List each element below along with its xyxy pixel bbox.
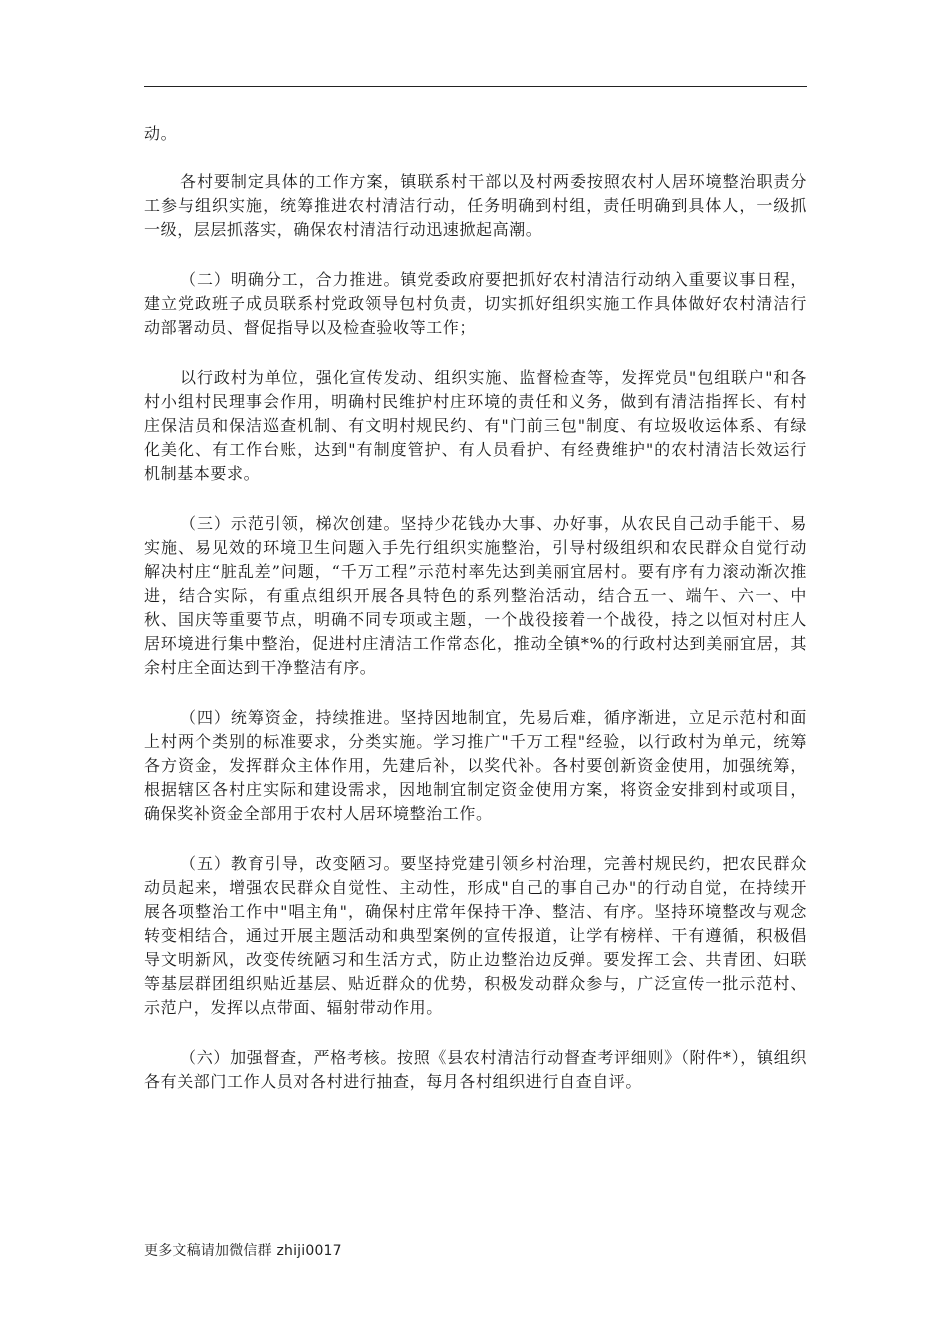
paragraph-section-3: （三）示范引领，梯次创建。坚持少花钱办大事、办好事，从农民自己动手能干、易实施、易见效的环境卫生问题入手先行组织实施整治，引导村级组织和农民群众自觉行动解决村庄“脏乱差”问题，“千万工程”示范村率先达到美丽宜居村。要有序有力滚动渐次推进，结合实际，有重点组织开展各具特色的系列整治活动，结合五一、端午、六一、中秋、国庆等重要节点，明确不同专项或主题，一个战役接着一个战役，持之以恒对村庄人居环境进行集中整治，促进村庄清洁工作常态化，推动全镇*%的行政村达到美丽宜居，其余村庄全面达到干净整洁有序。 bbox=[144, 514, 807, 677]
paragraph-section-6: （六）加强督查，严格考核。按照《县农村清洁行动督查考评细则》（附件*），镇组织各有关部门工作人员对各村进行抽查，每月各村组织进行自查自评。 bbox=[144, 1048, 807, 1091]
paragraph-continuation: 动。 bbox=[144, 124, 178, 143]
paragraph-section-4: （四）统筹资金，持续推进。坚持因地制宜，先易后难，循序渐进，立足示范村和面上村两个类别的标准要求，分类实施。学习推广"千万工程"经验，以行政村为单元，统筹各方资金，发挥群众主体作用，先建后补，以奖代补。各村要创新资金使用，加强统筹，根据辖区各村庄实际和建设需求，因地制宜制定资金使用方案，将资金安排到村或项目，确保奖补资金全部用于农村人居环境整治工作。 bbox=[144, 708, 807, 823]
header-rule bbox=[144, 86, 807, 87]
paragraph-village-unit: 以行政村为单位，强化宣传发动、组织实施、监督检查等，发挥党员"包组联户"和各村小组村民理事会作用，明确村民维护村庄环境的责任和义务，做到有清洁指挥长、有村庄保洁员和保洁巡查机制、有文明村规民约、有"门前三包"制度、有垃圾收运体系、有绿化美化、有工作台账，达到"有制度管护、有人员看护、有经费维护"的农村清洁长效运行机制基本要求。 bbox=[144, 368, 807, 483]
paragraph-section-2: （二）明确分工，合力推进。镇党委政府要把抓好农村清洁行动纳入重要议事日程，建立党政班子成员联系村党政领导包村负责，切实抓好组织实施工作具体做好农村清洁行动部署动员、督促指导以及检查验收等工作； bbox=[144, 270, 807, 337]
footer-note: 更多文稿请加微信群 zhiji0017 bbox=[144, 1243, 342, 1259]
paragraph-work-plan: 各村要制定具体的工作方案，镇联系村干部以及村两委按照农村人居环境整治职责分工参与组织实施，统筹推进农村清洁行动，任务明确到村组，责任明确到具体人，一级抓一级，层层抓落实，确保农村清洁行动迅速掀起高潮。 bbox=[144, 172, 807, 239]
document-body bbox=[144, 122, 807, 1120]
paragraph-section-5: （五）教育引导，改变陋习。要坚持党建引领乡村治理，完善村规民约，把农民群众动员起来，增强农民群众自觉性、主动性，形成"自己的事自己办"的行动自觉，在持续开展各项整治工作中"唱主角"，确保村庄常年保持干净、整洁、有序。坚持环境整改与观念转变相结合，通过开展主题活动和典型案例的宣传报道，让学有榜样、干有遵循，积极倡导文明新风，改变传统陋习和生活方式，防止边整治边反弹。要发挥工会、共青团、妇联等基层群团组织贴近基层、贴近群众的优势，积极发动群众参与，广泛宣传一批示范村、示范户，发挥以点带面、辐射带动作用。 bbox=[144, 854, 807, 1017]
